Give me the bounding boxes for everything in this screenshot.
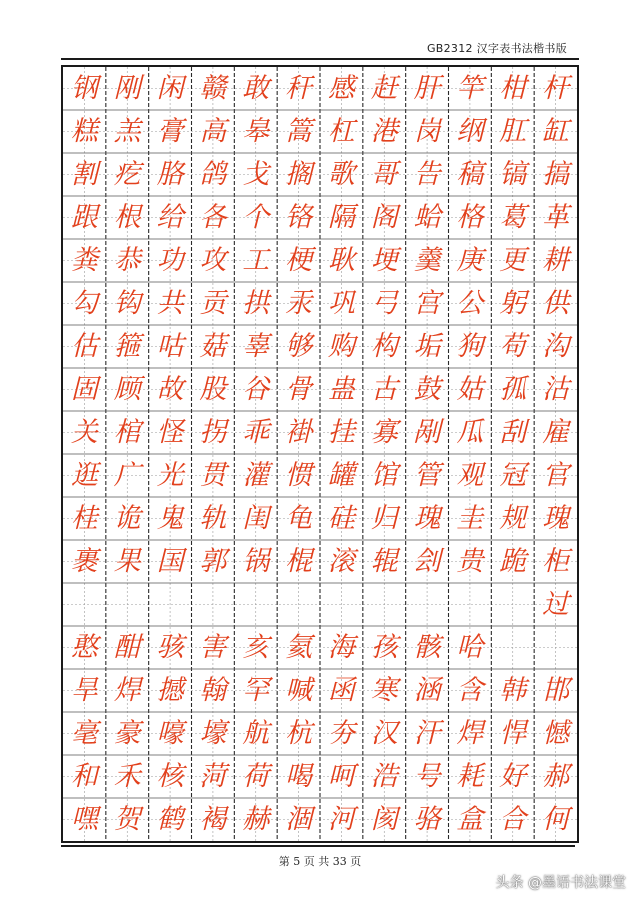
grid-character: 闺 [242, 503, 270, 534]
grid-character: 竿 [456, 73, 484, 104]
grid-character: 和 [70, 761, 98, 792]
grid-character: 公 [456, 288, 484, 319]
grid-character: 谷 [242, 374, 270, 405]
grid-character: 更 [499, 245, 527, 276]
grid-character: 埂 [370, 245, 398, 276]
watermark: 头条 @墨语书法课堂 [495, 875, 626, 891]
grid-character: 胳 [156, 159, 184, 190]
grid-character: 憾 [542, 718, 570, 749]
grid-character: 菏 [199, 761, 227, 792]
grid-character: 汞 [285, 288, 313, 319]
grid-character: 憨 [70, 632, 98, 663]
grid-character: 硅 [327, 503, 355, 534]
grid-character: 毫 [70, 718, 98, 749]
grid-character: 肛 [499, 116, 527, 147]
grid-character [320, 583, 363, 626]
grid-character: 钩 [113, 288, 141, 319]
grid-character: 弓 [370, 288, 398, 319]
grid-character: 垢 [413, 331, 441, 362]
grid-character: 贯 [199, 460, 227, 491]
grid-character: 撼 [156, 675, 184, 706]
grid-character: 焊 [456, 718, 484, 749]
grid-character: 龟 [285, 503, 313, 534]
grid-character: 沽 [542, 374, 570, 405]
grid-character: 蛊 [327, 374, 355, 405]
grid-character: 汗 [413, 718, 441, 749]
grid-character: 好 [499, 761, 527, 792]
grid-character: 羹 [413, 245, 441, 276]
grid-character: 呵 [327, 761, 355, 792]
grid-character: 贵 [456, 546, 484, 577]
grid-character: 辜 [242, 331, 270, 362]
grid-character: 菇 [199, 331, 227, 362]
grid-character: 哈 [456, 632, 484, 663]
grid-character: 耕 [542, 245, 570, 276]
page-header [61, 36, 579, 60]
grid-character [406, 583, 449, 626]
grid-character: 贡 [199, 288, 227, 319]
grid-character: 裹 [70, 546, 98, 577]
grid-character: 贺 [113, 804, 141, 835]
grid-character: 拱 [242, 288, 270, 319]
grid-character: 棍 [285, 546, 313, 577]
grid-character [534, 626, 577, 669]
grid-character: 害 [199, 632, 227, 663]
grid-character: 观 [456, 460, 484, 491]
grid-character: 歌 [327, 159, 355, 190]
grid-character: 惯 [285, 460, 313, 491]
grid-character: 葛 [499, 202, 527, 233]
grid-character: 跟 [70, 202, 98, 233]
grid-character: 诡 [113, 503, 141, 534]
grid-character: 供 [542, 288, 570, 319]
grid-character: 镐 [499, 159, 527, 190]
grid-character: 杆 [542, 73, 570, 104]
grid-character: 肝 [413, 73, 441, 104]
grid-character: 赶 [370, 73, 398, 104]
grid-character: 荷 [242, 761, 270, 792]
grid-character: 寡 [370, 417, 398, 448]
grid-character: 革 [542, 202, 570, 233]
grid-character: 棺 [113, 417, 141, 448]
grid-character: 褂 [285, 417, 313, 448]
grid-character [234, 583, 277, 626]
grid-character: 海 [327, 632, 355, 663]
grid-character: 函 [327, 675, 355, 706]
grid-character: 攻 [199, 245, 227, 276]
grid-character: 构 [370, 331, 398, 362]
grid-character: 骆 [413, 804, 441, 835]
grid-character: 够 [285, 331, 313, 362]
grid-character: 雇 [542, 417, 570, 448]
grid-character: 归 [370, 503, 398, 534]
grid-character: 工 [242, 245, 270, 276]
grid-character: 故 [156, 374, 184, 405]
grid-character: 盒 [456, 804, 484, 835]
grid-character: 铬 [285, 202, 313, 233]
grid-character: 格 [456, 202, 484, 233]
grid-character: 勾 [70, 288, 98, 319]
grid-character: 隔 [327, 202, 355, 233]
grid-character: 挂 [327, 417, 355, 448]
grid-character: 孩 [370, 632, 398, 663]
grid-character: 桂 [70, 503, 98, 534]
grid-character: 骇 [156, 632, 184, 663]
grid-character: 刚 [113, 73, 141, 104]
grid-character: 杠 [327, 116, 355, 147]
grid-character: 固 [70, 374, 98, 405]
grid-character: 圭 [456, 503, 484, 534]
page-number: 第 5 页 共 33 页 [278, 855, 362, 868]
grid-character: 灌 [242, 460, 270, 491]
grid-character: 拐 [199, 417, 227, 448]
grid-character: 郝 [542, 761, 570, 792]
grid-character: 箍 [113, 331, 141, 362]
grid-character: 耗 [456, 761, 484, 792]
characters-layer [63, 67, 577, 841]
grid-character: 共 [156, 288, 184, 319]
grid-character: 管 [413, 460, 441, 491]
grid-character: 乖 [242, 417, 270, 448]
practice-grid [61, 65, 579, 843]
grid-character: 感 [327, 73, 355, 104]
footer-rule [61, 845, 575, 847]
grid-character: 跪 [499, 546, 527, 577]
grid-character [63, 583, 106, 626]
grid-character: 姑 [456, 374, 484, 405]
grid-character: 航 [242, 718, 270, 749]
grid-character: 购 [327, 331, 355, 362]
grid-character: 鬼 [156, 503, 184, 534]
grid-character: 恭 [113, 245, 141, 276]
grid-character: 巩 [327, 288, 355, 319]
grid-character: 咕 [156, 331, 184, 362]
grid-character: 刽 [413, 546, 441, 577]
grid-character: 瑰 [542, 503, 570, 534]
grid-character: 骸 [413, 632, 441, 663]
grid-character: 苟 [499, 331, 527, 362]
grid-character [106, 583, 149, 626]
grid-character: 戈 [242, 159, 270, 190]
grid-character: 赣 [199, 73, 227, 104]
grid-character: 杭 [285, 718, 313, 749]
grid-character: 孤 [499, 374, 527, 405]
grid-character: 广 [113, 460, 141, 491]
grid-character: 割 [70, 159, 98, 190]
grid-character: 羔 [113, 116, 141, 147]
grid-character [491, 583, 534, 626]
grid-character: 氦 [285, 632, 313, 663]
grid-character: 篙 [285, 116, 313, 147]
grid-character: 搞 [542, 159, 570, 190]
grid-character: 滚 [327, 546, 355, 577]
grid-character: 汉 [370, 718, 398, 749]
grid-character: 辊 [370, 546, 398, 577]
header-title: GB2312 汉字表书法楷书版 [426, 42, 567, 55]
grid-character: 罐 [327, 460, 355, 491]
grid-character: 浩 [370, 761, 398, 792]
grid-character: 馆 [370, 460, 398, 491]
grid-character: 逛 [70, 460, 98, 491]
grid-character: 豪 [113, 718, 141, 749]
grid-character: 搁 [285, 159, 313, 190]
grid-character: 亥 [242, 632, 270, 663]
grid-character: 糕 [70, 116, 98, 147]
grid-character: 嚎 [156, 718, 184, 749]
grid-character: 敢 [242, 73, 270, 104]
grid-character: 根 [113, 202, 141, 233]
grid-character: 褐 [199, 804, 227, 835]
grid-character: 功 [156, 245, 184, 276]
grid-character: 沟 [542, 331, 570, 362]
grid-character: 合 [499, 804, 527, 835]
grid-character: 涵 [413, 675, 441, 706]
grid-character: 涸 [285, 804, 313, 835]
grid-character: 粪 [70, 245, 98, 276]
grid-character: 闲 [156, 73, 184, 104]
grid-character: 股 [199, 374, 227, 405]
grid-character: 关 [70, 417, 98, 448]
grid-character: 估 [70, 331, 98, 362]
grid-character: 纲 [456, 116, 484, 147]
grid-character: 躬 [499, 288, 527, 319]
grid-character: 鹤 [156, 804, 184, 835]
grid-character: 瓜 [456, 417, 484, 448]
grid-character: 冠 [499, 460, 527, 491]
grid-character: 阂 [370, 804, 398, 835]
grid-character: 核 [156, 761, 184, 792]
grid-character: 狗 [456, 331, 484, 362]
grid-character: 号 [413, 761, 441, 792]
grid-character: 鼓 [413, 374, 441, 405]
grid-character: 规 [499, 503, 527, 534]
grid-character: 邯 [542, 675, 570, 706]
grid-character: 柑 [499, 73, 527, 104]
grid-character: 阁 [370, 202, 398, 233]
grid-character: 各 [199, 202, 227, 233]
grid-character: 轨 [199, 503, 227, 534]
grid-character: 韩 [499, 675, 527, 706]
grid-character: 果 [113, 546, 141, 577]
grid-character: 壕 [199, 718, 227, 749]
grid-character [277, 583, 320, 626]
grid-character: 过 [542, 589, 570, 620]
grid-character: 酣 [113, 632, 141, 663]
grid-character: 庚 [456, 245, 484, 276]
grid-character: 喝 [285, 761, 313, 792]
grid-character: 河 [327, 804, 355, 835]
grid-character: 疙 [113, 159, 141, 190]
grid-character: 钢 [70, 73, 98, 104]
grid-character: 瑰 [413, 503, 441, 534]
grid-character: 缸 [542, 116, 570, 147]
grid-character: 刮 [499, 417, 527, 448]
grid-character: 岗 [413, 116, 441, 147]
grid-character: 古 [370, 374, 398, 405]
grid-character: 哥 [370, 159, 398, 190]
grid-character [363, 583, 406, 626]
grid-character [491, 626, 534, 669]
grid-character: 皋 [242, 116, 270, 147]
grid-character: 高 [199, 116, 227, 147]
grid-character: 骨 [285, 374, 313, 405]
grid-character: 何 [542, 804, 570, 835]
grid-character: 罕 [242, 675, 270, 706]
grid-character: 焊 [113, 675, 141, 706]
grid-character: 柜 [542, 546, 570, 577]
grid-character: 翰 [199, 675, 227, 706]
grid-character: 膏 [156, 116, 184, 147]
grid-character: 宫 [413, 288, 441, 319]
grid-character: 秆 [285, 73, 313, 104]
grid-character [192, 583, 235, 626]
grid-character: 寒 [370, 675, 398, 706]
grid-character: 怪 [156, 417, 184, 448]
grid-character: 郭 [199, 546, 227, 577]
grid-character: 含 [456, 675, 484, 706]
grid-character: 禾 [113, 761, 141, 792]
grid-character [149, 583, 192, 626]
grid-character: 港 [370, 116, 398, 147]
grid-character: 剐 [413, 417, 441, 448]
grid-character: 顾 [113, 374, 141, 405]
grid-character: 个 [242, 202, 270, 233]
grid-character: 官 [542, 460, 570, 491]
grid-character: 夯 [327, 718, 355, 749]
grid-character: 给 [156, 202, 184, 233]
grid-character: 告 [413, 159, 441, 190]
grid-character: 稿 [456, 159, 484, 190]
grid-character [449, 583, 492, 626]
grid-character: 旱 [70, 675, 98, 706]
grid-character: 喊 [285, 675, 313, 706]
grid-character: 嘿 [70, 804, 98, 835]
grid-character: 蛤 [413, 202, 441, 233]
grid-character: 耿 [327, 245, 355, 276]
grid-character: 光 [156, 460, 184, 491]
grid-character: 锅 [242, 546, 270, 577]
grid-character: 梗 [285, 245, 313, 276]
grid-character: 悍 [499, 718, 527, 749]
grid-character: 鸽 [199, 159, 227, 190]
grid-character: 国 [156, 546, 184, 577]
grid-character: 赫 [242, 804, 270, 835]
